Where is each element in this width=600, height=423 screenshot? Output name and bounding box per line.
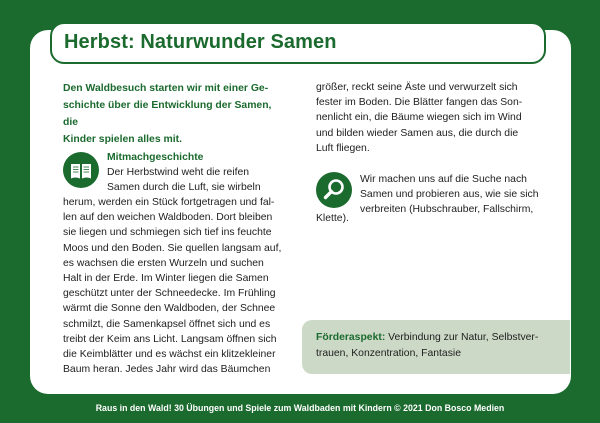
continuation-line: und bilden wieder Samen aus, die durch die [316, 127, 519, 139]
foerderaspekt-label: Förderaspekt: [316, 332, 386, 343]
story-line: wärmt die Sonne den Waldboden, der Schnee [63, 303, 276, 315]
intro-line: Kinder spielen alles mit. [63, 134, 182, 145]
continuation-line: größer, reckt seine Äste und verwurzelt sich [316, 82, 518, 93]
search-line: Samen und probieren aus, wie sie sich [360, 189, 539, 201]
continuation-line: nenlicht ein, die Bäume wiegen sich im Wind [316, 112, 522, 124]
book-icon [63, 152, 99, 188]
intro-text [63, 80, 285, 148]
story-continuation [316, 80, 556, 156]
story-line: schmilzt, die Samenkapsel öffnet sich und es [63, 318, 271, 330]
story-line: Der Herbstwind weht die reifen [107, 167, 250, 178]
story-text-beside-icon [107, 165, 287, 195]
foerderaspekt-text [316, 330, 562, 362]
foerderaspekt-value: Verbindung zur Natur, Selbstver- [385, 332, 539, 343]
story-line: geschützt unter der Schneedecke. Im Frühling [63, 288, 276, 300]
magnifier-icon [316, 172, 352, 208]
story-line: sie liegen und schmiegen sich tief ins feuchte [63, 227, 272, 239]
story-line: herum, werden ein Stück fortgetragen und fal- [63, 197, 275, 208]
story-line: treibt der Keim ans Licht. Langsam öffnen sich [63, 333, 277, 345]
story-head-block [107, 150, 287, 195]
search-line: verbreiten (Hubschrauber, Fallschirm, [360, 204, 534, 216]
story-line: es wachsen die ersten Wurzeln und suchen [63, 257, 264, 269]
foerderaspekt-value: trauen, Konzentration, Fantasie [316, 348, 461, 359]
story-line: Moos und den Boden. Sie quellen langsam auf, [63, 242, 282, 254]
story-line: Halt in der Erde. Im Winter liegen die Samen [63, 273, 269, 285]
story-line: len auf den weichen Waldboden. Dort bleiben [63, 212, 273, 224]
page-title: Herbst: Naturwunder Samen [64, 31, 337, 53]
continuation-text [316, 80, 556, 156]
left-column [63, 80, 285, 148]
title-box [50, 22, 546, 64]
story-body [63, 195, 293, 377]
story-text [63, 195, 293, 377]
story-line: Baum heran. Jedes Jahr wird das Bäumchen [63, 364, 271, 376]
continuation-line: Luft fliegen. [316, 142, 370, 154]
footer-credit: Raus in den Wald! 30 Übungen und Spiele zum Waldbaden mit Kindern © 2021 Don Bosco Medien [95, 403, 505, 413]
story-line: Samen durch die Luft, sie wirbeln [107, 182, 261, 194]
search-line: Klette). [316, 213, 349, 224]
foerderaspekt-panel [302, 320, 570, 374]
story-heading: Mitmachgeschichte [107, 152, 204, 163]
search-line: Wir machen uns auf die Suche nach [360, 174, 527, 185]
search-tail [316, 211, 416, 226]
continuation-line: fester im Boden. Die Blätter fangen das Son- [316, 97, 523, 109]
intro-line: Den Waldbesuch starten wir mit einer Ge- [63, 83, 269, 94]
intro-line: schichte über die Entwicklung der Samen, die [63, 100, 272, 128]
search-text [316, 211, 416, 226]
story-line: die Keimblätter und es wächst ein klitzekleiner [63, 349, 276, 361]
